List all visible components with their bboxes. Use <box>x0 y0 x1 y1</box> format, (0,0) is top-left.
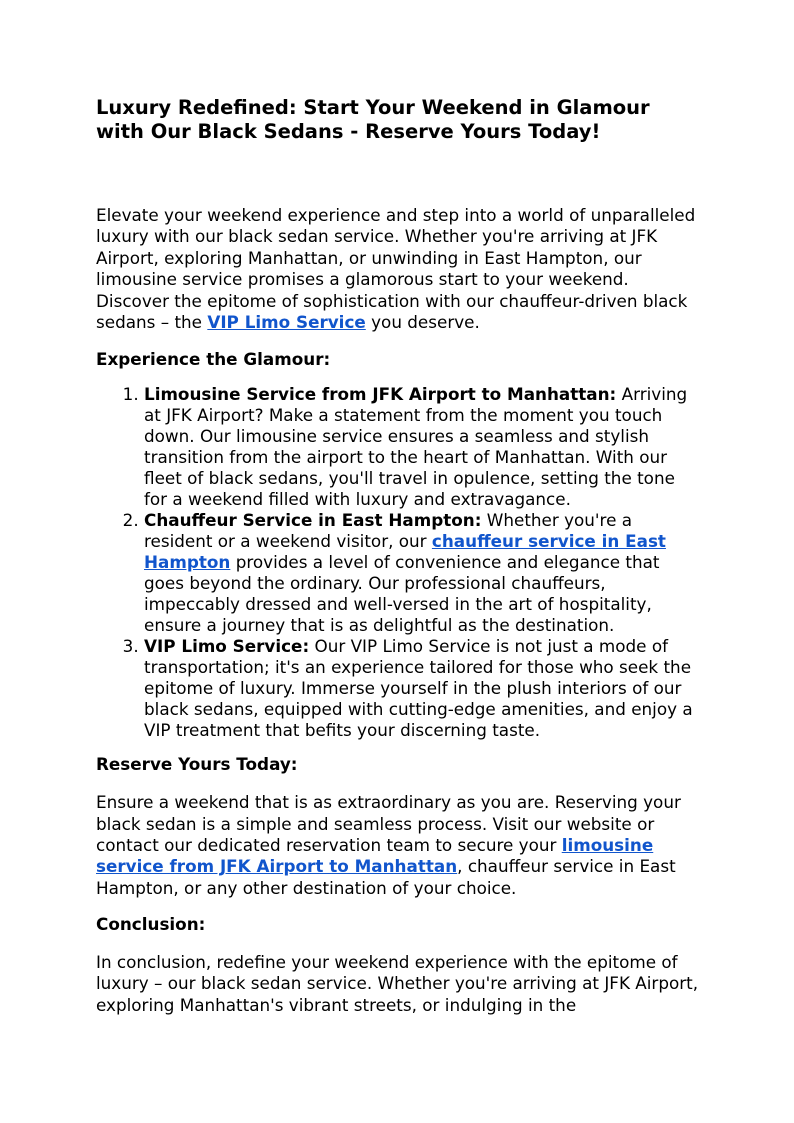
reserve-paragraph <box>96 792 700 899</box>
list-item-body: Our VIP Limo Service is not just a mode of transportation; it's an experience tailored for those who seek the epitome of luxury. Immerse yourself in the plush interiors of our black sedans, equipped with cutting-edge amenities, and enjoy a VIP treatment that befits your discerning taste. <box>144 635 693 740</box>
list-item <box>144 510 700 636</box>
list-item-body: provides a level of convenience and elegance that goes beyond the ordinary. Our professional chauffeurs, impeccably dressed and well-versed in the art of hospitality, ensure a journey that is as delightful as the destination. <box>144 551 660 635</box>
list-item <box>144 636 700 741</box>
list-item-body: Whether you're a resident or a weekend visitor, our <box>144 509 633 551</box>
intro-text-after-link: you deserve. <box>365 312 480 333</box>
limousine-service-jfk-manhattan-link[interactable]: limousine service from JFK Airport to Manhattan <box>96 835 654 877</box>
document-page <box>96 96 700 1016</box>
vip-limo-service-link[interactable]: VIP Limo Service <box>207 312 366 333</box>
reserve-text-before-link: Ensure a weekend that is as extraordinary as you are. Reserving your black sedan is a simple and seamless process. Visit our website or contact our dedicated reservation team to secure your <box>96 792 681 856</box>
experience-list <box>96 384 700 741</box>
list-item-body: Arriving at JFK Airport? Make a statement from the moment you touch down. Our limousine service ensures a seamless and stylish transition from the airport to the heart of Manhattan. With our fleet of black sedans, you'll travel in opulence, setting the tone for a weekend filled with luxury and extravagance. <box>144 383 688 509</box>
list-item-title: VIP Limo Service: <box>144 635 310 656</box>
chauffeur-service-east-hampton-link[interactable]: chauffeur service in East Hampton <box>144 530 666 572</box>
experience-heading: Experience the Glamour: <box>96 349 331 370</box>
list-item <box>144 384 700 510</box>
intro-paragraph <box>96 205 700 333</box>
list-item-title: Chauffeur Service in East Hampton: <box>144 509 482 530</box>
list-item-title: Limousine Service from JFK Airport to Manhattan: <box>144 383 617 404</box>
conclusion-paragraph: In conclusion, redefine your weekend experience with the epitome of luxury – our black sedan service. Whether you're arriving at JFK Airport, exploring Manhattan's vibrant streets, or indulging in the <box>96 951 699 1015</box>
intro-text-before-link: Elevate your weekend experience and step into a world of unparalleled luxury with our black sedan service. Whether you're arriving at JFK Airport, exploring Manhattan, or unwinding in East Hampton, our limousine service promises a glamorous start to your weekend. Discover the epitome of sophistication with our chauffeur-driven black sedans – the <box>96 205 696 333</box>
reserve-heading: Reserve Yours Today: <box>96 753 298 774</box>
page-title: Luxury Redefined: Start Your Weekend in Glamour with Our Black Sedans - Reserve Yours Today! <box>96 96 650 143</box>
reserve-text-after-link: , chauffeur service in East Hampton, or any other destination of your choice. <box>96 856 676 898</box>
conclusion-heading: Conclusion: <box>96 914 206 935</box>
